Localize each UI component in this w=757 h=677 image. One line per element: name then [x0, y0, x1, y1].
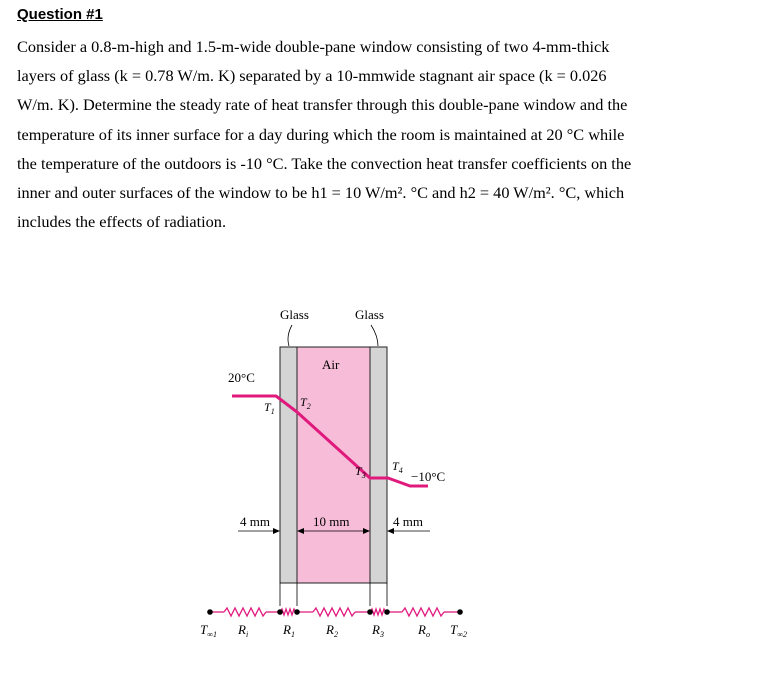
surface-temp-t2: $T_2$ — [300, 395, 311, 411]
question-line-2: layers of glass (k = 0.78 W/m. K) separated by a 10-mmwide stagnant air space (k = 0.026 — [17, 66, 607, 86]
glass-pane-right — [370, 347, 387, 583]
thickness-air-label: 10 mm — [313, 514, 350, 529]
outside-temp-label: −10°C — [411, 469, 446, 484]
question-line-3: W/m. K). Determine the steady rate of heat transfer through this double-pane window and the — [17, 95, 628, 115]
surface-temp-t3: $T_3$ — [355, 464, 366, 480]
glass-left-label: Glass — [280, 307, 309, 322]
thickness-left-label: 4 mm — [240, 514, 270, 529]
glass-right-label: Glass — [355, 307, 384, 322]
node — [294, 609, 300, 615]
glass-pane-left — [280, 347, 297, 583]
glass-right-leader — [371, 325, 378, 346]
question-line-7: includes the effects of radiation. — [17, 212, 227, 232]
label-r-2: $R_2$ — [326, 622, 338, 639]
label-r-o: $R_o$ — [418, 622, 430, 639]
question-line-6: inner and outer surfaces of the window to be h1 = 10 W/m². °C and h2 = 40 W/m². °C, which — [17, 183, 625, 203]
thickness-right-label: 4 mm — [393, 514, 423, 529]
surface-temp-t1: $T_1$ — [264, 400, 275, 416]
glass-left-leader — [288, 325, 292, 346]
label-t-inf-1: $T_{\infty 1}$ — [200, 622, 217, 639]
question-line-1: Consider a 0.8-m-high and 1.5-m-wide double-pane window consisting of two 4-mm-thick — [17, 37, 610, 56]
resistance-network — [210, 608, 460, 616]
node — [367, 609, 373, 615]
label-r-1: $R_1$ — [283, 622, 295, 639]
node — [207, 609, 213, 615]
inside-temp-label: 20°C — [228, 370, 255, 385]
label-r-i: $R_i$ — [238, 622, 249, 639]
label-r-3: $R_3$ — [372, 622, 384, 639]
node — [384, 609, 390, 615]
air-label: Air — [322, 357, 340, 372]
label-t-inf-2: $T_{\infty 2}$ — [450, 622, 467, 639]
surface-temp-t4: $T_4$ — [392, 459, 403, 475]
node — [457, 609, 463, 615]
question-heading: Question #1 — [17, 6, 103, 23]
question-line-4: temperature of its inner surface for a day during which the room is maintained at 20 °C while — [17, 124, 625, 144]
question-line-5: the temperature of the outdoors is -10 °C. Take the convection heat transfer coefficients on the — [17, 153, 632, 173]
node — [277, 609, 283, 615]
